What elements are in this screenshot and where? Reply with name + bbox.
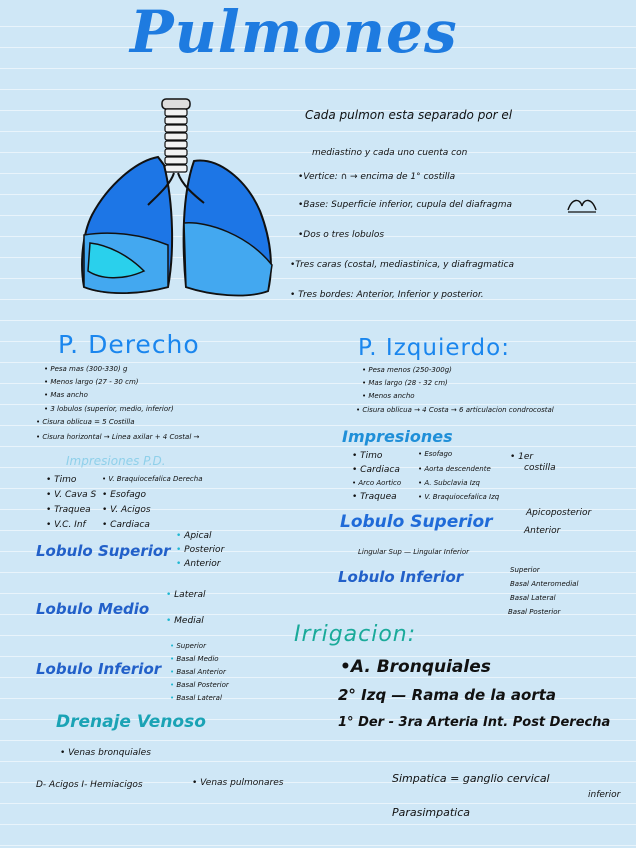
- izquierdo-fact: • Pesa menos (250-300g): [362, 366, 452, 374]
- simpatica-inferior: inferior: [588, 790, 621, 800]
- izquierdo-impresion: • A. Subclavia Izq: [418, 479, 480, 487]
- derecho-fact: • Cisura oblicua = 5 Costilla: [36, 418, 135, 426]
- izquierdo-impresiones-label: Impresiones: [342, 427, 453, 446]
- izquierdo-impresion: • Arco Aortico: [352, 479, 402, 487]
- drenaje-heading: Drenaje Venoso: [56, 712, 206, 732]
- izquierdo-superior-item: Anterior: [524, 526, 561, 536]
- izquierdo-impresion: • Cardiaca: [352, 465, 400, 475]
- izquierdo-impresion: • Aorta descendente: [418, 465, 491, 473]
- intro-line-2: mediastino y cada uno cuenta con: [312, 148, 468, 158]
- derecho-impresion: • Traquea: [46, 505, 91, 515]
- parasimpatica-line: Parasimpatica: [392, 806, 471, 819]
- intro-item: • Tres bordes: Anterior, Inferior y posterior.: [290, 290, 484, 300]
- izquierdo-impresion: costilla: [524, 463, 556, 473]
- intro-item: •Tres caras (costal, mediastinica, y diafragmatica: [290, 260, 514, 270]
- derecho-impresion: • Esofago: [102, 490, 146, 500]
- izquierdo-inferior-item: Basal Anteromedial: [510, 580, 579, 588]
- derecho-inferior-item: • Basal Anterior: [170, 668, 226, 676]
- drenaje-item: • Venas pulmonares: [192, 778, 284, 788]
- derecho-fact: • Mas ancho: [44, 391, 88, 399]
- simpatica-line: Simpatica = ganglio cervical: [392, 772, 550, 785]
- izquierdo-impresion: • Traquea: [352, 492, 397, 502]
- irrigacion-line: 2° Izq — Rama de la aorta: [338, 686, 557, 704]
- derecho-impresion: • V. Cava S: [46, 490, 97, 500]
- irrigacion-line: 1° Der - 3ra Arteria Int. Post Derecha: [338, 715, 611, 730]
- izquierdo-lingular: Lingular Sup — Lingular Inferior: [358, 548, 470, 556]
- izquierdo-heading: P. Izquierdo:: [358, 335, 510, 361]
- izquierdo-fact: • Cisura oblicua → 4 Costa → 6 articulacion condrocostal: [356, 406, 554, 414]
- izquierdo-inferior-item: Basal Lateral: [510, 594, 556, 602]
- derecho-fact: • Cisura horizontal → Linea axilar + 4 Costal →: [36, 433, 200, 441]
- irrigacion-heading: Irrigacion:: [294, 622, 417, 647]
- lungs-illustration: [78, 95, 278, 305]
- izquierdo-impresion: • V. Braquiocefalica Izq: [418, 493, 500, 501]
- derecho-lobulo-superior: Lobulo Superior: [36, 542, 171, 560]
- derecho-impresion: • Timo: [46, 475, 77, 485]
- derecho-impresiones-label: Impresiones P.D.: [66, 454, 166, 468]
- derecho-impresion: • V. Braquiocefalica Derecha: [102, 475, 203, 483]
- intro-item: •Vertice: ∩ → encima de 1° costilla: [298, 172, 456, 182]
- izquierdo-impresion: • 1er: [510, 452, 534, 462]
- derecho-impresion: • Cardiaca: [102, 520, 150, 530]
- izquierdo-fact: • Mas largo (28 - 32 cm): [362, 379, 448, 387]
- derecho-inferior-item: • Basal Posterior: [170, 681, 229, 689]
- page-title: Pulmones: [130, 0, 458, 66]
- izquierdo-impresion: • Esofago: [418, 450, 453, 458]
- derecho-impresion: • V. Acigos: [102, 505, 151, 515]
- derecho-inferior-item: • Basal Medio: [170, 655, 219, 663]
- izquierdo-lobulo-inferior: Lobulo Inferior: [338, 568, 464, 586]
- derecho-lobulo-inferior: Lobulo Inferior: [36, 660, 162, 678]
- derecho-superior-item: • Posterior: [176, 545, 225, 555]
- drenaje-item: D- Acigos I- Hemiacigos: [36, 780, 143, 790]
- drenaje-item: • Venas bronquiales: [60, 748, 151, 758]
- derecho-inferior-item: • Basal Lateral: [170, 694, 222, 702]
- derecho-lobulo-medio: Lobulo Medio: [36, 600, 150, 618]
- derecho-medio-item: • Lateral: [166, 590, 206, 600]
- diaphragm-sketch-icon: [566, 196, 598, 214]
- derecho-fact: • 3 lobulos (superior, medio, inferior): [44, 405, 174, 413]
- derecho-inferior-item: • Superior: [170, 642, 206, 650]
- derecho-superior-item: • Anterior: [176, 559, 221, 569]
- intro-item: •Base: Superficie inferior, cupula del diafragma: [298, 200, 513, 210]
- izquierdo-impresion: • Timo: [352, 451, 383, 461]
- derecho-medio-item: • Medial: [166, 616, 204, 626]
- irrigacion-line: •A. Bronquiales: [340, 657, 491, 677]
- derecho-impresion: • V.C. Inf: [46, 520, 86, 530]
- izquierdo-fact: • Menos ancho: [362, 392, 415, 400]
- izquierdo-inferior-item: Basal Posterior: [508, 608, 561, 616]
- derecho-fact: • Menos largo (27 - 30 cm): [44, 378, 139, 386]
- izquierdo-inferior-item: Superior: [510, 566, 540, 574]
- intro-item: •Dos o tres lobulos: [298, 230, 385, 240]
- derecho-fact: • Pesa mas (300-330) g: [44, 365, 128, 373]
- izquierdo-lobulo-superior: Lobulo Superior: [340, 512, 493, 532]
- derecho-superior-item: • Apical: [176, 531, 212, 541]
- izquierdo-superior-item: Apicoposterior: [526, 508, 592, 518]
- intro-line-1: Cada pulmon esta separado por el: [305, 108, 513, 122]
- derecho-heading: P. Derecho: [58, 330, 200, 359]
